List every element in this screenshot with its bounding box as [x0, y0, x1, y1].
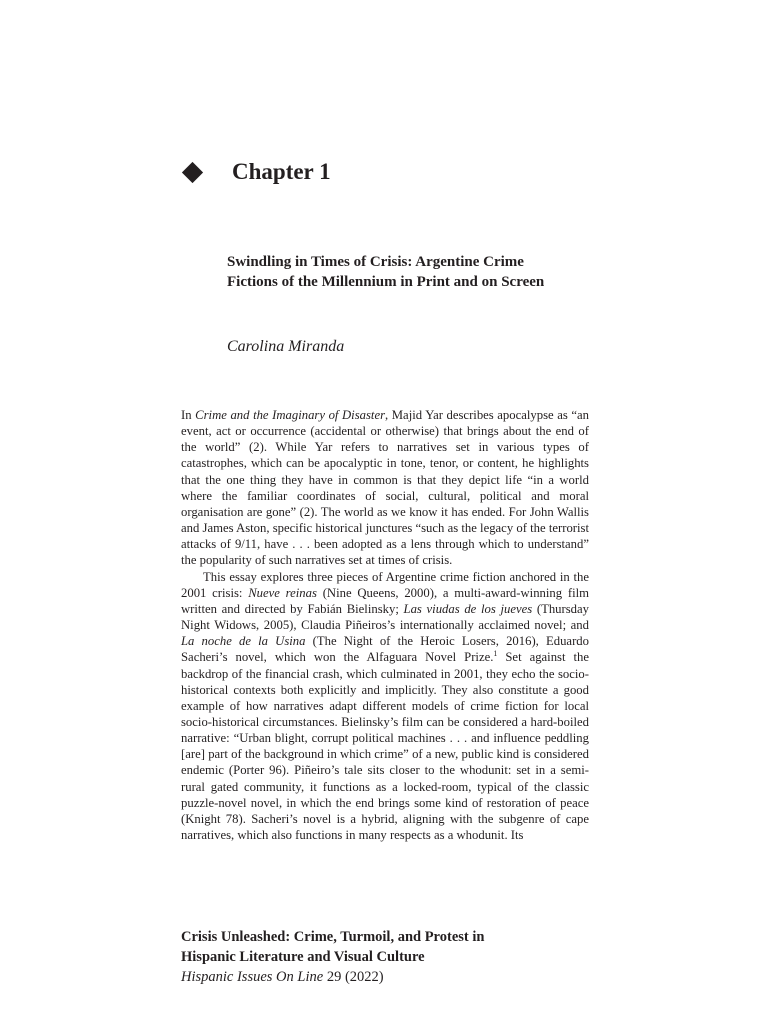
essay-title-line-2: Fictions of the Millennium in Print and on Screen — [227, 274, 545, 290]
text-span: (Nine Queens, 2000), a multi-award-winning film written and directed by Fabián Bielinsky; — [181, 585, 589, 616]
film-title-italic: Nueve reinas — [248, 585, 317, 600]
journal-volume: 29 (2022) — [323, 969, 384, 985]
page-footer — [181, 927, 484, 987]
essay-title-line-1: Swindling in Times of Crisis: Argentine Crime — [227, 254, 524, 270]
text-span: , Majid Yar describes apocalypse as “an event, act or occurrence (accidental or otherwise) that brings about the end of the world” (2). While Yar refers to narratives set in various types of catastrophes, which can be apocalyptic in tone, tenor, or content, he highlights that the one thing they have in common is that they depict life “in a world where the familiar coordinates of social, cultural, political and moral organisation are gone” (2). The world as we know it has ended. For John Wallis and James Aston, specific historical junctures “such as the legacy of the terrorist attacks of 9/11, have . . . been adopted as a lens through which to understand” the popularity of such narratives set at times of crisis. — [181, 408, 589, 568]
book-title-line-1: Crisis Unleashed: Crime, Turmoil, and Protest in — [181, 929, 485, 945]
footnote-marker[interactable]: 1 — [493, 649, 498, 659]
novel-title-italic: La noche de la Usina — [181, 634, 306, 649]
text-span: (The Night of the Heroic Losers, 2016), Eduardo Sacheri’s novel, which won the Alfaguara Novel Prize. — [181, 634, 589, 665]
journal-citation — [181, 967, 484, 987]
body-text — [181, 407, 589, 843]
chapter-label: Chapter 1 — [232, 159, 331, 184]
text-span: Set against the backdrop of the financial crash, which culminated in 2001, they echo the socio-historical contexts both explicitly and implicitly. They also constitute a good example of how narratives adapt different models of crime fiction for local socio-historical circumstances. Bielinsky’s film can be considered a hard-boiled narrative: “Urban blight, corrupt political machines . . . and influence peddling [are] part of the background in which crime” of a new, public kind is considered endemic (Porter 96). Piñeiro’s tale sits closer to the whodunit: set in a semi-rural gated community, it functions as a locked-room, typical of the classic puzzle-novel novel, in which the end brings some kind of restoration of peace (Knight 78). Sacheri’s novel is a hybrid, aligning with the subgenre of cape narratives, which also functions in many respects as a whodunit. Its — [181, 650, 589, 843]
paragraph-2 — [181, 569, 589, 844]
chapter-heading — [181, 155, 331, 189]
novel-title-italic: Las viudas de los jueves — [403, 601, 533, 616]
paragraph-1 — [181, 407, 589, 569]
journal-name: Hispanic Issues On Line — [181, 969, 324, 985]
text-span: (Thursday Night Widows, 2005), Claudia Piñeiros’s internationally acclaimed novel; and — [181, 601, 589, 633]
book-title-italic: Crime and the Imaginary of Disaster — [195, 408, 386, 422]
text-span: This essay explores three pieces of Argentine crime fiction anchored in the 2001 crisis: — [181, 569, 589, 600]
text-span: In — [181, 408, 196, 422]
book-title-line-2: Hispanic Literature and Visual Culture — [181, 949, 425, 965]
author-name: Carolina Miranda — [227, 338, 345, 355]
essay-title — [227, 252, 627, 292]
diamond-bullet-icon — [182, 161, 203, 182]
